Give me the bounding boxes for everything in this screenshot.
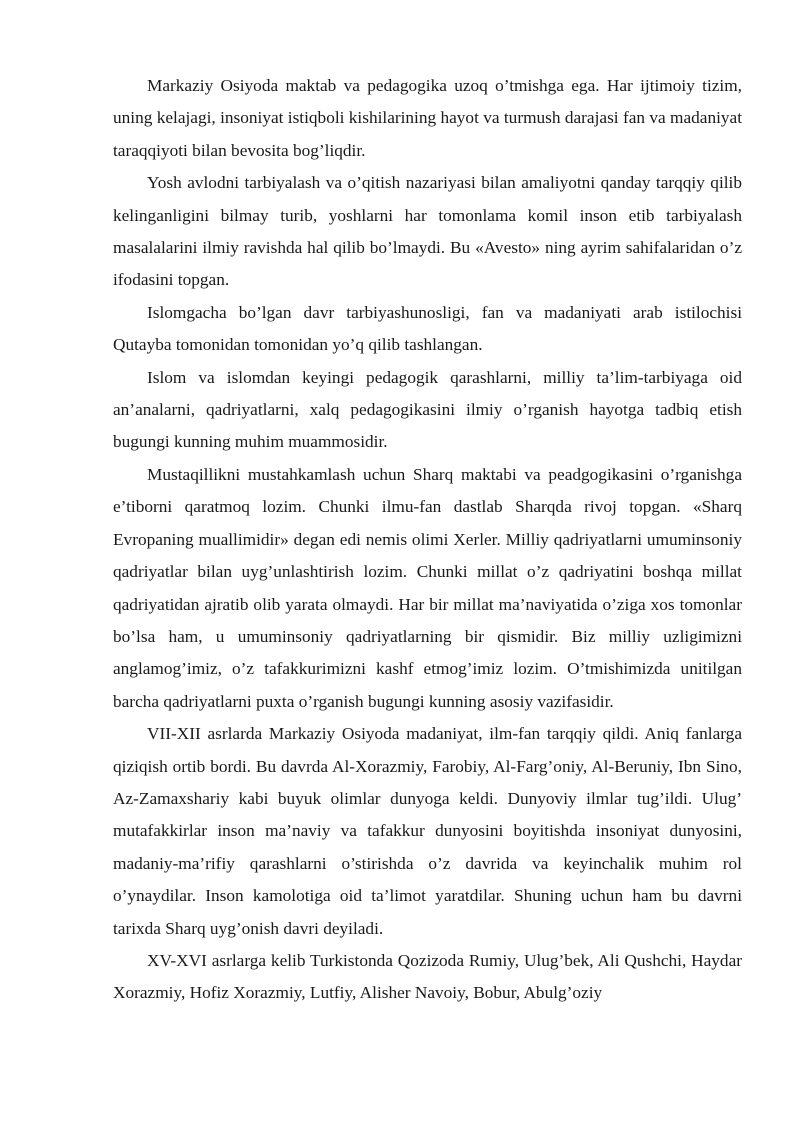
paragraph-6: VII-XII asrlarda Markaziy Osiyoda madaniyat, ilm-fan tarqqiy qildi. Aniq fanlarga qiziqish ortib bordi. Bu davrda Al-Xorazmiy, Farobiy, Al-Farg’oniy, Al-Beruniy, Ibn Sino, Az-Zamaxshariy kabi buyuk olimlar dunyoga keldi. Dunyoviy ilmlar tug’ildi. Ulug’ mutafakkirlar inson ma’naviy va tafakkur dunyosini boyitishda insoniyat dunyosini, madaniy-ma’rifiy qarashlarni o’stirishda o’z davrida va keyinchalik muhim rol o’ynaydilar. Inson kamolotiga oid ta’limot yaratdilar. Shuning uchun ham bu davrni tarixda Sharq uyg’onish davri deyiladi.	[113, 724, 742, 938]
paragraph-1: Markaziy Osiyoda maktab va pedagogika uzoq o’tmishga ega. Har ijtimoiy tizim, uning kelajagi, insoniyat istiqboli kishilarining hayot va turmush darajasi fan va madaniyat taraqqiyoti bilan bevosita bog’liqdir.	[113, 76, 742, 160]
paragraph-5: Mustaqillikni mustahkamlash uchun Sharq maktabi va peadgogikasini o’rganishga e’tiborni qaratmoq lozim. Chunki ilmu-fan dastlab Sharqda rivoj topgan. «Sharq Evropaning muallimidir» degan edi nemis olimi Xerler. Milliy qadriyatlarni umuminsoniy qadriyatlar bilan uyg’unlashtirish lozim. Chunki millat o’z qadriyatini boshqa millat qadriyatidan ajratib olib yarata olmaydi. Har bir millat ma’naviyatida o’ziga xos tomonlar bo’lsa ham, u umuminsoniy qadriyatlarning bir qismidir. Biz milliy uzligimizni anglamog’imiz, o’z tafakkurimizni kashf etmog’imiz lozim. O’tmishimizda unitilgan barcha qadriyatlarni puxta o’rganish bugungi kunning asosiy vazifasidir.	[113, 464, 742, 711]
paragraph-2: Yosh avlodni tarbiyalash va o’qitish nazariyasi bilan amaliyotni qanday tarqqiy qilib kelinganligini bilmay turib, yoshlarni har tomonlama komil inson etib tarbiyalash masalalarini ilmiy ravishda hal qilib bo’lmaydi. Bu «Avesto» ning ayrim sahifalaridan o’z ifodasini topgan.	[113, 173, 742, 290]
paragraph-4: Islom va islomdan keyingi pedagogik qarashlarni, milliy ta’lim-tarbiyaga oid an’analarni, qadriyatlarni, xalq pedagogikasini ilmiy o’rganish hayotga tadbiq etish bugungi kunning muhim muammosidir.	[113, 367, 742, 452]
paragraph-7: XV-XVI asrlarga kelib Turkistonda Qozizoda Rumiy, Ulug’bek, Ali Qushchi, Haydar Xorazmiy, Hofiz Xorazmiy, Lutfiy, Alisher Navoiy, Bobur, Abulg’oziy	[113, 950, 742, 1003]
document-page	[113, 70, 742, 1010]
paragraph-3: Islomgacha bo’lgan davr tarbiyashunosligi, fan va madaniyati arab istilochisi Qutayba tomonidan tomonidan yo’q qilib tashlangan.	[113, 302, 742, 355]
